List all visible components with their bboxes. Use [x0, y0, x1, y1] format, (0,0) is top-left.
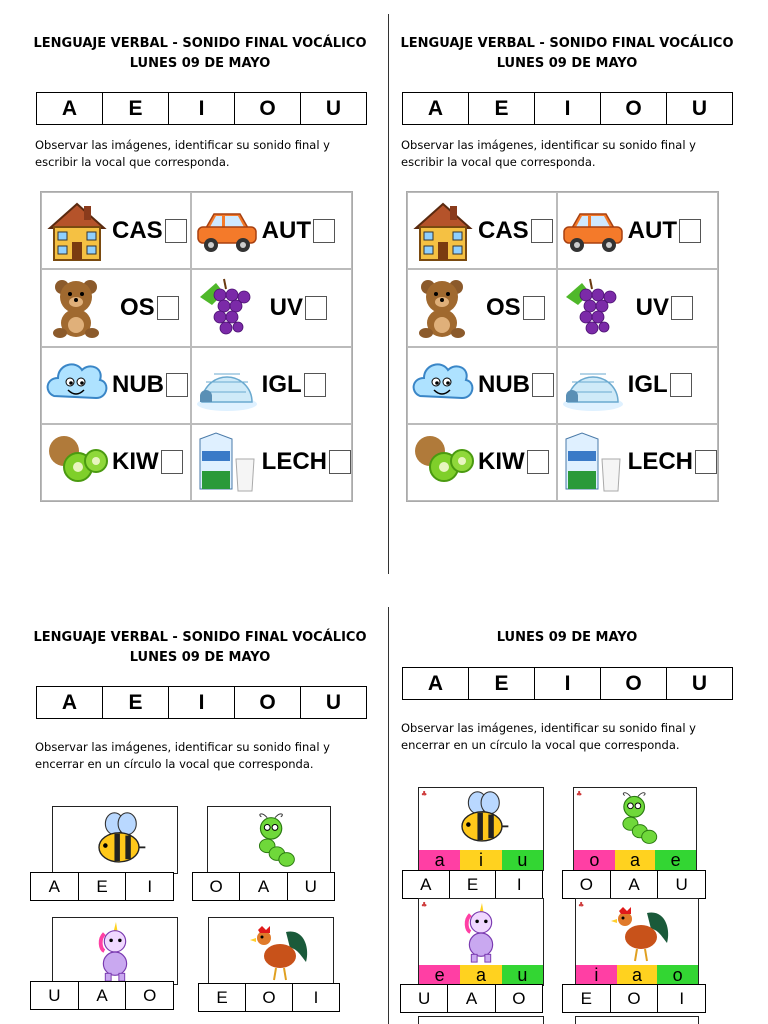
- q1-word-nub: NUB: [112, 371, 164, 399]
- q4-colorbar-unicorn: [419, 965, 543, 985]
- q2-word-lech: LECH: [627, 448, 693, 476]
- q4-answer-worm: [562, 870, 706, 899]
- q3-option[interactable]: E: [216, 987, 228, 1007]
- q2-vowel-i: I: [534, 93, 600, 124]
- car-icon: [194, 198, 260, 264]
- q4-vowel-e: E: [468, 668, 534, 699]
- q2-word-os: OS: [486, 293, 521, 321]
- q1-cell-house: [41, 192, 191, 269]
- q3-card-worm: [207, 806, 331, 874]
- q2-answer-box[interactable]: [670, 373, 692, 397]
- car-icon: [560, 198, 626, 264]
- q2-cell-bear: [407, 269, 557, 346]
- q1-cell-bear: [41, 269, 191, 346]
- q2-title-line2: LUNES 09 DE MAYO: [496, 56, 638, 71]
- logo-icon: ♣: [421, 790, 428, 798]
- q3-vowel-o: O: [234, 687, 300, 718]
- q4-bar-option[interactable]: a: [615, 850, 656, 870]
- q1-answer-box[interactable]: [161, 450, 183, 474]
- q4-bar-option[interactable]: a: [617, 965, 658, 985]
- q2-answer-box[interactable]: [523, 296, 545, 320]
- milk-icon: [194, 429, 260, 495]
- q3-title-line1: LENGUAJE VERBAL - SONIDO FINAL VOCÁLICO: [33, 630, 367, 645]
- bear-icon: [410, 275, 476, 341]
- q4-option[interactable]: E: [449, 871, 496, 898]
- bee-icon: [451, 790, 513, 850]
- q4-bar-option[interactable]: e: [655, 850, 696, 870]
- q3-option[interactable]: E: [78, 873, 126, 900]
- q1-answer-box[interactable]: [157, 296, 179, 320]
- q2-answer-box[interactable]: [532, 373, 554, 397]
- q2-answer-box[interactable]: [531, 219, 553, 243]
- q3-answer-worm: [192, 872, 335, 901]
- logo-icon: ♣: [578, 901, 585, 909]
- unicorn-icon: [449, 901, 513, 965]
- q2-vowel-u: U: [666, 93, 732, 124]
- q3-option[interactable]: I: [125, 873, 173, 900]
- unicorn-icon: [83, 920, 147, 984]
- q4-colorbar-rooster: [576, 965, 698, 985]
- q2-cell-igloo: [557, 347, 718, 424]
- cloud-icon: [410, 352, 476, 418]
- q2-vowel-a: A: [427, 96, 444, 120]
- q4-answer-rooster: [562, 984, 706, 1013]
- milk-icon: [560, 429, 626, 495]
- q1-cell-igloo: [191, 347, 352, 424]
- q2-word-nub: NUB: [478, 371, 530, 399]
- q4-card-partial-right: [575, 1016, 699, 1024]
- q3-option[interactable]: I: [292, 984, 339, 1011]
- q3-instruction: Observar las imágenes, identificar su sonido final y encerrar en un círculo la vocal que corresponda.: [35, 740, 330, 771]
- q2-instruction: Observar las imágenes, identificar su sonido final y escribir la vocal que corresponda.: [401, 138, 696, 169]
- q4-card-unicorn: [418, 898, 544, 986]
- q2-title-line1: LENGUAJE VERBAL - SONIDO FINAL VOCÁLICO: [400, 36, 734, 51]
- worm-icon: [242, 809, 306, 873]
- q1-vowel-table: [36, 92, 367, 125]
- q3-card-bee: [52, 806, 178, 874]
- logo-icon: ♣: [576, 790, 583, 798]
- q2-picture-grid: [406, 191, 719, 502]
- q1-answer-box[interactable]: [304, 373, 326, 397]
- q2-cell-grapes: [557, 269, 718, 346]
- q1-cell-car: [191, 192, 352, 269]
- q4-vowel-table: [402, 667, 733, 700]
- q2-title: [387, 34, 747, 74]
- q2-word-kiw: KIW: [478, 448, 525, 476]
- q1-word-igl: IGL: [261, 371, 302, 399]
- q1-cell-kiwi: [41, 424, 191, 501]
- q3-vowel-i: I: [168, 687, 234, 718]
- q4-option[interactable]: O: [610, 985, 658, 1012]
- q4-bar-option[interactable]: u: [502, 850, 543, 870]
- q4-card-worm: [573, 787, 697, 871]
- q1-picture-grid: [40, 191, 353, 502]
- q1-answer-box[interactable]: [165, 219, 187, 243]
- q3-option[interactable]: U: [48, 985, 61, 1005]
- q1-cell-grapes: [191, 269, 352, 346]
- q1-title-line1: LENGUAJE VERBAL - SONIDO FINAL VOCÁLICO: [33, 36, 367, 51]
- q3-option[interactable]: O: [245, 984, 292, 1011]
- q3-title-line2: LUNES 09 DE MAYO: [129, 650, 271, 665]
- q1-cell-cloud: [41, 347, 191, 424]
- q4-bar-option[interactable]: i: [460, 850, 501, 870]
- house-icon: [410, 198, 476, 264]
- q4-title: LUNES 09 DE MAYO: [496, 630, 638, 645]
- q3-card-rooster: [208, 917, 334, 985]
- q2-vowel-o: O: [600, 93, 666, 124]
- grapes-icon: [194, 275, 260, 341]
- q3-option[interactable]: A: [78, 982, 126, 1009]
- q2-word-cas: CAS: [478, 216, 529, 244]
- q1-word-kiw: KIW: [112, 448, 159, 476]
- igloo-icon: [194, 352, 260, 418]
- q3-answer-unicorn: [30, 981, 174, 1010]
- q4-vowel-o: O: [600, 668, 666, 699]
- divider-top: [388, 14, 389, 574]
- q2-answer-box[interactable]: [527, 450, 549, 474]
- q2-vowel-table: [402, 92, 733, 125]
- q1-vowel-a: A: [61, 96, 78, 120]
- q4-card-bee: [418, 787, 544, 871]
- q3-option[interactable]: O: [125, 982, 173, 1009]
- q4-option[interactable]: U: [418, 988, 431, 1008]
- q3-title: [20, 628, 380, 668]
- q3-answer-rooster: [198, 983, 340, 1012]
- q2-vowel-e: E: [468, 93, 534, 124]
- q1-answer-box[interactable]: [313, 219, 335, 243]
- q1-word-cas: CAS: [112, 216, 163, 244]
- q4-option[interactable]: U: [657, 871, 705, 898]
- rooster-icon: [231, 918, 327, 984]
- q3-option[interactable]: A: [48, 876, 60, 896]
- house-icon: [44, 198, 110, 264]
- q4-vowel-i: I: [534, 668, 600, 699]
- q4-bar-option[interactable]: o: [657, 965, 698, 985]
- q3-vowel-u: U: [300, 687, 366, 718]
- q2-cell-car: [557, 192, 718, 269]
- q4-bar-option[interactable]: e: [419, 965, 460, 985]
- q3-card-unicorn: [52, 917, 178, 985]
- q1-title: [20, 34, 380, 74]
- q2-word-uv: UV: [635, 293, 669, 321]
- q1-vowel-u: U: [300, 93, 366, 124]
- q4-bar-option[interactable]: u: [502, 965, 543, 985]
- worm-icon: [606, 788, 668, 850]
- q3-vowel-a: A: [61, 690, 78, 714]
- q1-instruction: Observar las imágenes, identificar su sonido final y escribir la vocal que corresponda.: [35, 138, 330, 169]
- q1-answer-box[interactable]: [166, 373, 188, 397]
- q1-title-line2: LUNES 09 DE MAYO: [129, 56, 271, 71]
- q4-card-rooster: [575, 898, 699, 986]
- q4-bar-option[interactable]: a: [460, 965, 501, 985]
- bear-icon: [44, 275, 110, 341]
- q1-word-uv: UV: [269, 293, 303, 321]
- kiwi-icon: [44, 429, 110, 495]
- q4-vowel-u: U: [666, 668, 732, 699]
- q4-option[interactable]: I: [657, 985, 705, 1012]
- q4-option[interactable]: A: [420, 874, 432, 894]
- q4-option[interactable]: A: [610, 871, 658, 898]
- q2-cell-house: [407, 192, 557, 269]
- rooster-icon: [592, 899, 688, 965]
- q3-vowel-table: [36, 686, 367, 719]
- q4-instruction: Observar las imágenes, identificar su sonido final y encerrar en un círculo la vocal que corresponda.: [401, 721, 696, 752]
- q2-word-aut: AUT: [627, 216, 677, 244]
- q4-option[interactable]: A: [447, 985, 494, 1012]
- kiwi-icon: [410, 429, 476, 495]
- q1-vowel-o: O: [234, 93, 300, 124]
- q3-vowel-e: E: [102, 687, 168, 718]
- q4-card-partial-left: [418, 1016, 544, 1024]
- q4-answer-unicorn: [400, 984, 543, 1013]
- q3-answer-bee: [30, 872, 174, 901]
- q3-option[interactable]: O: [209, 876, 223, 896]
- q3-option[interactable]: U: [287, 873, 334, 900]
- q2-answer-box[interactable]: [679, 219, 701, 243]
- grapes-icon: [560, 275, 626, 341]
- q1-word-os: OS: [120, 293, 155, 321]
- q1-word-aut: AUT: [261, 216, 311, 244]
- q1-vowel-i: I: [168, 93, 234, 124]
- bee-icon: [89, 811, 149, 871]
- q1-word-lech: LECH: [261, 448, 327, 476]
- q4-option[interactable]: E: [580, 988, 592, 1008]
- q2-answer-box[interactable]: [695, 450, 717, 474]
- q4-option[interactable]: O: [579, 874, 593, 894]
- q4-vowel-a: A: [427, 671, 444, 695]
- q4-colorbar-worm: [574, 850, 696, 870]
- q1-vowel-e: E: [102, 93, 168, 124]
- q4-bar-option[interactable]: o: [574, 850, 615, 870]
- q2-word-igl: IGL: [627, 371, 668, 399]
- q4-option[interactable]: O: [495, 985, 542, 1012]
- q2-cell-milk: [557, 424, 718, 501]
- q2-answer-box[interactable]: [671, 296, 693, 320]
- q4-option[interactable]: I: [495, 871, 542, 898]
- q4-answer-bee: [402, 870, 543, 899]
- q1-answer-box[interactable]: [329, 450, 351, 474]
- q2-cell-kiwi: [407, 424, 557, 501]
- cloud-icon: [44, 352, 110, 418]
- q1-answer-box[interactable]: [305, 296, 327, 320]
- q4-colorbar-bee: [419, 850, 543, 870]
- divider-bottom: [388, 607, 389, 1024]
- q1-cell-milk: [191, 424, 352, 501]
- q3-option[interactable]: A: [239, 873, 286, 900]
- q2-cell-cloud: [407, 347, 557, 424]
- q4-bar-option[interactable]: a: [419, 850, 460, 870]
- igloo-icon: [560, 352, 626, 418]
- logo-icon: ♣: [421, 901, 428, 909]
- q4-bar-option[interactable]: i: [576, 965, 617, 985]
